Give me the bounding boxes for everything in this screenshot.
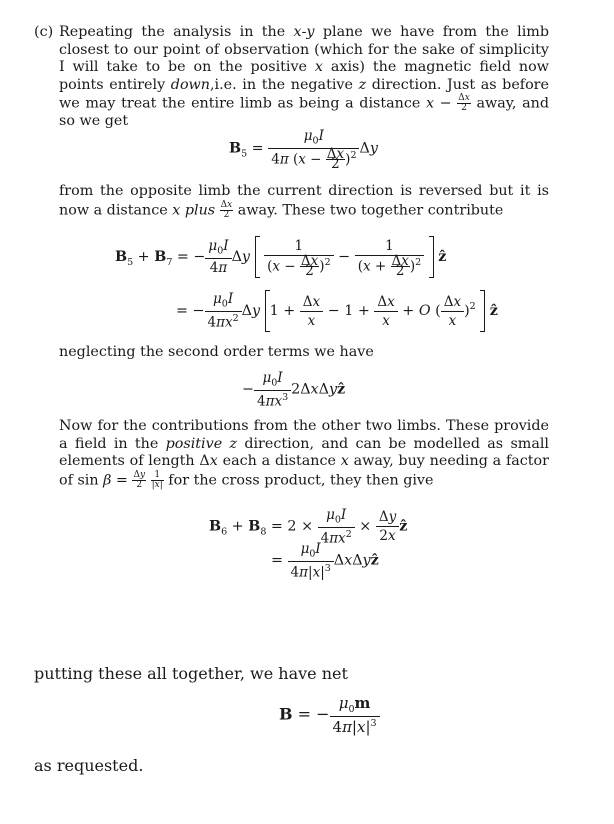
paragraph-neglecting: neglecting the second order terms we have (59, 344, 374, 360)
part-label: (c) (34, 24, 54, 40)
equation-first-order: − $\frac{\mu_0I}{4\pi x^3}$ 2ΔxΔyẑ (242, 370, 346, 410)
plus-word: plus (184, 202, 216, 218)
equation-b6-b8-line1: $B_6 + B_8 = 2$ × $\frac{\mu_0I}{4\pi x^2}$ × $\frac{\Delta y}{2x}$ ẑ (209, 507, 408, 547)
paragraph-intro: Repeating the analysis in the x-y plane we have from the limb closest to our point of observation (which for the sake of simplicity I will take to be on the positive x axis) the magnetic field now points entirely down,i.e. in the negative z direction. Just as before we may treat the entire limb as being a distance x − $\frac{\Delta x}{2}$ away, and so we get (59, 24, 549, 129)
down-word: down (170, 76, 211, 93)
equation-net-field: B = − $\frac{\mu_0m}{4\pi|x|^3}$ (279, 694, 380, 736)
equation-b6-b8-line2: = $\frac{\mu_0I}{4\pi|x|^3}$ ΔxΔyẑ (271, 541, 379, 581)
paragraph-other-limbs: Now for the contributions from the other two limbs. These provide a field in the positive z direction, and can be modelled as small elements of length Δx each a distance x away, buy needing a factor of sin β = $\frac{\Delta y}{2}$ $\frac{1}{|x|}$ for the cross product, they then give (59, 418, 550, 490)
equation-b5: $B_5$ = $\mu_0I$ 4π (x − $\frac{\Delta x}{2}$ )$^2$ Δy (229, 128, 378, 173)
paragraph-putting-together: putting these all together, we have net (34, 664, 348, 683)
positive-word: positive (165, 435, 223, 452)
equation-b5-b7-line1: $B_5 + B_7$ = − $\frac{\mu_0I}{4\pi}$ Δy 1 (x − $\frac{\Delta x}{2}$ )$^2$ − 1 (x + $\frac{\Delta x}{2}$ )$^2$ ẑ (115, 237, 447, 280)
equation-b5-b7-line2: = − $\frac{\mu_0I}{4\pi x^2}$ Δy 1 + $\frac{\Delta x}{x}$ − 1 + $\frac{\Delta x}{x}$ + O ( $\frac{\Delta x}{x}$ )$^2$ ẑ (176, 291, 498, 331)
paragraph-opposite-limb: from the opposite limb the current direction is reversed but it is now a distance x plus $\frac{\Delta x}{2}$ away. These two together contribute (59, 183, 549, 220)
paragraph-as-requested: as requested. (34, 756, 144, 775)
